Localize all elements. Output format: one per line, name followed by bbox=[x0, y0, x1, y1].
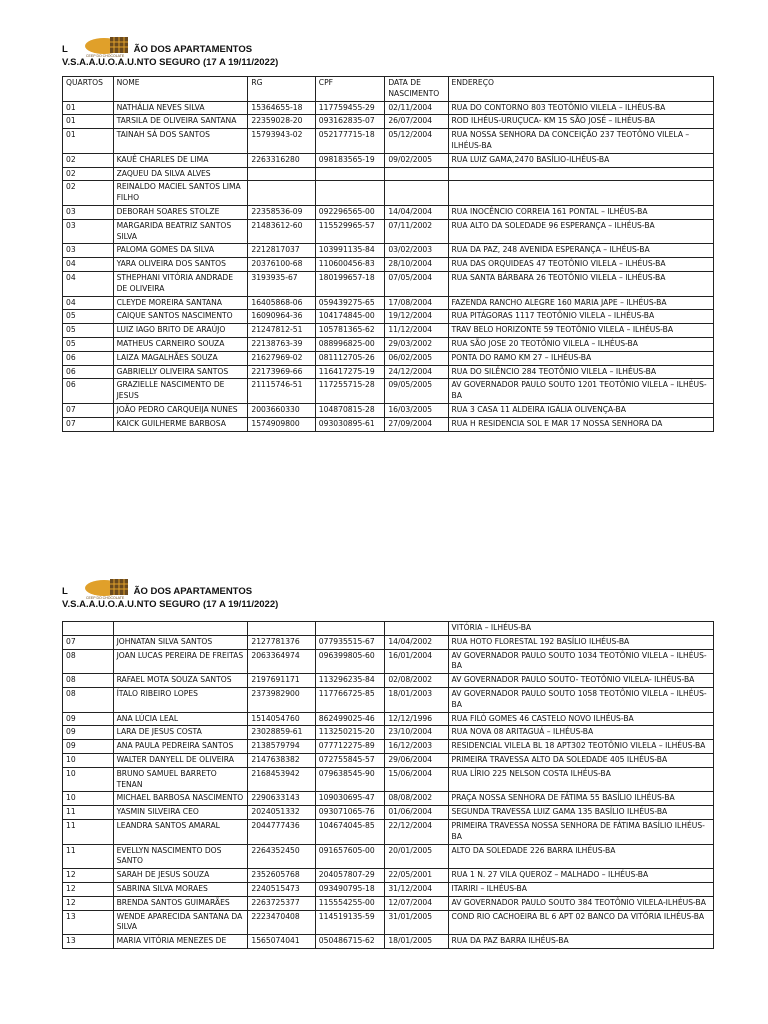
table-row bbox=[63, 882, 714, 896]
cpf-cell: 113296235-84 bbox=[315, 674, 385, 688]
rg-cell: 2223470408 bbox=[248, 910, 315, 935]
table-row bbox=[63, 324, 714, 338]
cpf-cell: 104674045-85 bbox=[315, 819, 385, 844]
birthdate-cell: 09/05/2005 bbox=[385, 379, 448, 404]
room-cell: 11 bbox=[63, 844, 114, 869]
birthdate-cell: 29/06/2004 bbox=[385, 753, 448, 767]
address-cell: AV GOVERNADOR PAULO SOUTO- TEOTÔNIO VILELA- ILHÉUS-BA bbox=[448, 674, 713, 688]
name-cell bbox=[113, 622, 248, 636]
name-cell: TAINAH SÁ DOS SANTOS bbox=[113, 129, 248, 154]
room-cell: 13 bbox=[63, 935, 114, 949]
room-cell: 02 bbox=[63, 181, 114, 206]
room-cell: 04 bbox=[63, 271, 114, 296]
birthdate-cell: 02/11/2004 bbox=[385, 101, 448, 115]
table-row bbox=[63, 935, 714, 949]
column-header: ENDEREÇO bbox=[448, 77, 713, 102]
table-row bbox=[63, 726, 714, 740]
student-table-page-1 bbox=[62, 76, 714, 432]
name-cell: MATHEUS CARNEIRO SOUZA bbox=[113, 337, 248, 351]
table-row bbox=[63, 635, 714, 649]
room-cell: 07 bbox=[63, 417, 114, 431]
cpf-cell: 096399805-60 bbox=[315, 649, 385, 674]
rg-cell: 16405868-06 bbox=[248, 296, 315, 310]
birthdate-cell: 15/06/2004 bbox=[385, 767, 448, 792]
address-cell bbox=[448, 181, 713, 206]
birthdate-cell: 16/03/2005 bbox=[385, 403, 448, 417]
name-cell: JOAN LUCAS PEREIRA DE FREITAS bbox=[113, 649, 248, 674]
address-cell: RUA H RESIDENCIA SOL E MAR 17 NOSSA SENHORA DA bbox=[448, 417, 713, 431]
cpf-cell: 104174845-00 bbox=[315, 310, 385, 324]
birthdate-cell: 20/01/2005 bbox=[385, 844, 448, 869]
table-row bbox=[63, 712, 714, 726]
room-cell: 05 bbox=[63, 324, 114, 338]
birthdate-cell: 28/10/2004 bbox=[385, 258, 448, 272]
cpf-cell: 059439275-65 bbox=[315, 296, 385, 310]
school-logo-icon bbox=[84, 578, 142, 600]
room-cell: 11 bbox=[63, 806, 114, 820]
room-cell: 10 bbox=[63, 753, 114, 767]
rg-cell: 2212817037 bbox=[248, 244, 315, 258]
room-cell bbox=[63, 622, 114, 636]
name-cell: EVELLYN NASCIMENTO DOS SANTO bbox=[113, 844, 248, 869]
rg-cell: 2352605768 bbox=[248, 869, 315, 883]
cpf-cell: 117255715-28 bbox=[315, 379, 385, 404]
rg-cell: 2044777436 bbox=[248, 819, 315, 844]
rg-cell: 2197691171 bbox=[248, 674, 315, 688]
birthdate-cell: 09/02/2005 bbox=[385, 153, 448, 167]
birthdate-cell: 06/02/2005 bbox=[385, 351, 448, 365]
name-cell: LARA DE JESUS COSTA bbox=[113, 726, 248, 740]
name-cell: YASMIN SILVEIRA CEO bbox=[113, 806, 248, 820]
name-cell: WALTER DANYELL DE OLIVEIRA bbox=[113, 753, 248, 767]
room-cell: 01 bbox=[63, 101, 114, 115]
room-cell: 09 bbox=[63, 712, 114, 726]
rg-cell: 2263316280 bbox=[248, 153, 315, 167]
birthdate-cell: 14/04/2002 bbox=[385, 635, 448, 649]
rg-cell: 23028859-61 bbox=[248, 726, 315, 740]
address-cell: RUA DO CONTORNO 803 TEOTÔNIO VILELA – ILHÉUS-BA bbox=[448, 101, 713, 115]
name-cell: ANA PAULA PEDREIRA SANTOS bbox=[113, 740, 248, 754]
rg-cell: 16090964-36 bbox=[248, 310, 315, 324]
room-cell: 13 bbox=[63, 910, 114, 935]
rg-cell: 1514054760 bbox=[248, 712, 315, 726]
birthdate-cell: 22/05/2001 bbox=[385, 869, 448, 883]
room-cell: 04 bbox=[63, 296, 114, 310]
name-cell: GABRIELLY OLIVEIRA SANTOS bbox=[113, 365, 248, 379]
name-cell: YARA OLIVEIRA DOS SANTOS bbox=[113, 258, 248, 272]
room-cell: 05 bbox=[63, 310, 114, 324]
table-row bbox=[63, 115, 714, 129]
table-row bbox=[63, 153, 714, 167]
address-cell: AV GOVERNADOR PAULO SOUTO 1058 TEOTÔNIO VILELA – ILHÉUS-BA bbox=[448, 687, 713, 712]
name-cell: KAUÊ CHARLES DE LIMA bbox=[113, 153, 248, 167]
cpf-cell: 081112705-26 bbox=[315, 351, 385, 365]
header-line-2: V.S.A.A.U.O.A.U.NTO SEGURO (17 A 19/11/2022) bbox=[62, 57, 279, 68]
rg-cell: 2168453942 bbox=[248, 767, 315, 792]
birthdate-cell: 12/12/1996 bbox=[385, 712, 448, 726]
rg-cell bbox=[248, 622, 315, 636]
birthdate-cell: 27/09/2004 bbox=[385, 417, 448, 431]
name-cell: TARSILA DE OLIVEIRA SANTANA bbox=[113, 115, 248, 129]
cpf-cell: 204057807-29 bbox=[315, 869, 385, 883]
cpf-cell: 862499025-46 bbox=[315, 712, 385, 726]
address-cell: RUA INOCÊNCIO CORREIA 161 PONTAL – ILHÉUS-BA bbox=[448, 205, 713, 219]
name-cell: MICHAEL BARBOSA NASCIMENTO bbox=[113, 792, 248, 806]
cpf-cell: 050486715-62 bbox=[315, 935, 385, 949]
rg-cell: 21247812-51 bbox=[248, 324, 315, 338]
table-row bbox=[63, 740, 714, 754]
rg-cell: 22173969-66 bbox=[248, 365, 315, 379]
address-cell: FAZENDA RANCHO ALEGRE 160 MARIA JAPE – ILHÉUS-BA bbox=[448, 296, 713, 310]
table-row bbox=[63, 365, 714, 379]
room-cell: 01 bbox=[63, 115, 114, 129]
table-row bbox=[63, 844, 714, 869]
birthdate-cell: 16/01/2004 bbox=[385, 649, 448, 674]
cpf-cell: 052177715-18 bbox=[315, 129, 385, 154]
address-cell: VITÓRIA – ILHÉUS-BA bbox=[448, 622, 713, 636]
cpf-cell: 117766725-85 bbox=[315, 687, 385, 712]
name-cell: PALOMA GOMES DA SILVA bbox=[113, 244, 248, 258]
birthdate-cell: 31/01/2005 bbox=[385, 910, 448, 935]
rg-cell bbox=[248, 181, 315, 206]
room-cell: 09 bbox=[63, 740, 114, 754]
address-cell: COND RIO CACHOEIRA BL 6 APT 02 BANCO DA VITÓRIA ILHÉUS-BA bbox=[448, 910, 713, 935]
table-row bbox=[63, 205, 714, 219]
table-row bbox=[63, 129, 714, 154]
cpf-cell: 093162835-07 bbox=[315, 115, 385, 129]
birthdate-cell: 05/12/2004 bbox=[385, 129, 448, 154]
name-cell: LAIZA MAGALHÃES SOUZA bbox=[113, 351, 248, 365]
address-cell: RUA ALTO DA SOLEDADE 96 ESPERANÇA – ILHÉUS-BA bbox=[448, 219, 713, 244]
table-row bbox=[63, 219, 714, 244]
cpf-cell bbox=[315, 181, 385, 206]
room-cell: 03 bbox=[63, 205, 114, 219]
rg-cell: 15793943-02 bbox=[248, 129, 315, 154]
cpf-cell: 104870815-28 bbox=[315, 403, 385, 417]
table-row bbox=[63, 792, 714, 806]
address-cell: AV GOVERNADOR PAULO SOUTO 1201 TEOTÔNIO VILELA – ILHÉUS-BA bbox=[448, 379, 713, 404]
rg-cell: 2138579794 bbox=[248, 740, 315, 754]
name-cell: WENDE APARECIDA SANTANA DA SILVA bbox=[113, 910, 248, 935]
room-cell: 06 bbox=[63, 379, 114, 404]
room-cell: 07 bbox=[63, 403, 114, 417]
address-cell: TRAV BELO HORIZONTE 59 TEOTÔNIO VILELA – ILHÉUS-BA bbox=[448, 324, 713, 338]
rg-cell: 2127781376 bbox=[248, 635, 315, 649]
rg-cell: 20376100-68 bbox=[248, 258, 315, 272]
table-row bbox=[63, 244, 714, 258]
birthdate-cell: 07/11/2002 bbox=[385, 219, 448, 244]
table-row bbox=[63, 101, 714, 115]
birthdate-cell: 26/07/2004 bbox=[385, 115, 448, 129]
table-row bbox=[63, 258, 714, 272]
rg-cell: 22358536-09 bbox=[248, 205, 315, 219]
cpf-cell: 077712275-89 bbox=[315, 740, 385, 754]
rg-cell: 2373982900 bbox=[248, 687, 315, 712]
table-row bbox=[63, 819, 714, 844]
name-cell: LUIZ IAGO BRITO DE ARAÚJO bbox=[113, 324, 248, 338]
address-cell: RUA FILÓ GOMES 46 CASTELO NOVO ILHÉUS-BA bbox=[448, 712, 713, 726]
address-cell: PRIMEIRA TRAVESSA NOSSA SENHORA DE FÁTIMA BASÍLIO ILHÉUS-BA bbox=[448, 819, 713, 844]
birthdate-cell: 29/03/2002 bbox=[385, 337, 448, 351]
address-cell bbox=[448, 167, 713, 181]
rg-cell: 2024051332 bbox=[248, 806, 315, 820]
table-row bbox=[63, 622, 714, 636]
name-cell: BRUNO SAMUEL BARRETO TENAN bbox=[113, 767, 248, 792]
room-cell: 10 bbox=[63, 792, 114, 806]
cpf-cell: 077935515-67 bbox=[315, 635, 385, 649]
rg-cell: 2240515473 bbox=[248, 882, 315, 896]
address-cell: PRIMEIRA TRAVESSA ALTO DA SOLEDADE 405 ILHÉUS-BA bbox=[448, 753, 713, 767]
address-cell: RUA LÍRIO 225 NELSON COSTA ILHÉUS-BA bbox=[448, 767, 713, 792]
page-header bbox=[62, 578, 462, 612]
address-cell: PONTA DO RAMO KM 27 – ILHÉUS-BA bbox=[448, 351, 713, 365]
table-row bbox=[63, 806, 714, 820]
rg-cell: 15364655-18 bbox=[248, 101, 315, 115]
rg-cell: 21115746-51 bbox=[248, 379, 315, 404]
logo-text: CEEP DO CHOCOLATE bbox=[86, 54, 125, 58]
cpf-cell bbox=[315, 167, 385, 181]
table-row bbox=[63, 181, 714, 206]
name-cell: JOÃO PEDRO CARQUEIJA NUNES bbox=[113, 403, 248, 417]
birthdate-cell: 11/12/2004 bbox=[385, 324, 448, 338]
address-cell: RUA SANTA BÁRBARA 26 TEOTÔNIO VILELA – ILHÉUS-BA bbox=[448, 271, 713, 296]
address-cell: RUA LUIZ GAMA,2470 BASÍLIO-ILHÉUS-BA bbox=[448, 153, 713, 167]
birthdate-cell: 31/12/2004 bbox=[385, 882, 448, 896]
table-row bbox=[63, 310, 714, 324]
name-cell: CAIQUE SANTOS NASCIMENTO bbox=[113, 310, 248, 324]
cpf-cell: 113250215-20 bbox=[315, 726, 385, 740]
name-cell: ZAQUEU DA SILVA ALVES bbox=[113, 167, 248, 181]
rg-cell: 2063364974 bbox=[248, 649, 315, 674]
birthdate-cell bbox=[385, 622, 448, 636]
cpf-cell: 115554255-00 bbox=[315, 896, 385, 910]
name-cell: CLEYDE MOREIRA SANTANA bbox=[113, 296, 248, 310]
cpf-cell: 114519135-59 bbox=[315, 910, 385, 935]
room-cell: 04 bbox=[63, 258, 114, 272]
cpf-cell: 117759455-29 bbox=[315, 101, 385, 115]
room-cell: 05 bbox=[63, 337, 114, 351]
birthdate-cell: 07/05/2004 bbox=[385, 271, 448, 296]
table-row bbox=[63, 649, 714, 674]
cpf-cell: 091657605-00 bbox=[315, 844, 385, 869]
column-header: RG bbox=[248, 77, 315, 102]
column-header: NOME bbox=[113, 77, 248, 102]
cpf-cell: 093030895-61 bbox=[315, 417, 385, 431]
name-cell: ÍTALO RIBEIRO LOPES bbox=[113, 687, 248, 712]
cpf-cell: 088996825-00 bbox=[315, 337, 385, 351]
cpf-cell: 115529965-57 bbox=[315, 219, 385, 244]
room-cell: 12 bbox=[63, 869, 114, 883]
student-table-page-2 bbox=[62, 621, 714, 949]
table-row bbox=[63, 687, 714, 712]
table-row bbox=[63, 167, 714, 181]
rg-cell: 3193935-67 bbox=[248, 271, 315, 296]
header-line-1: L ÃO DOS APARTAMENTOS bbox=[62, 44, 253, 55]
name-cell: KAICK GUILHERME BARBOSA bbox=[113, 417, 248, 431]
table-row bbox=[63, 753, 714, 767]
rg-cell: 21627969-02 bbox=[248, 351, 315, 365]
header-line-2: V.S.A.A.U.O.A.U.NTO SEGURO (17 A 19/11/2022) bbox=[62, 599, 279, 610]
name-cell: NATHÁLIA NEVES SILVA bbox=[113, 101, 248, 115]
address-cell: RUA DAS ORQUIDEAS 47 TEOTÔNIO VILELA – ILHÉUS-BA bbox=[448, 258, 713, 272]
cpf-cell: 103991135-84 bbox=[315, 244, 385, 258]
page-header bbox=[62, 36, 462, 70]
table-row bbox=[63, 403, 714, 417]
cpf-cell: 079638545-90 bbox=[315, 767, 385, 792]
table-row bbox=[63, 869, 714, 883]
room-cell: 12 bbox=[63, 896, 114, 910]
rg-cell: 2003660330 bbox=[248, 403, 315, 417]
cpf-cell: 093071065-76 bbox=[315, 806, 385, 820]
address-cell: RUA DA PAZ, 248 AVENIDA ESPERANÇA – ILHÉUS-BA bbox=[448, 244, 713, 258]
cpf-cell: 092296565-00 bbox=[315, 205, 385, 219]
birthdate-cell: 23/10/2004 bbox=[385, 726, 448, 740]
rg-cell: 22359028-20 bbox=[248, 115, 315, 129]
address-cell: RUA DO SILÊNCIO 284 TEOTÔNIO VILELA – ILHÉUS-BA bbox=[448, 365, 713, 379]
room-cell: 12 bbox=[63, 882, 114, 896]
rg-cell: 2264352450 bbox=[248, 844, 315, 869]
table-row bbox=[63, 767, 714, 792]
name-cell: MARIA VITÓRIA MENEZES DE bbox=[113, 935, 248, 949]
column-header: QUARTOS bbox=[63, 77, 114, 102]
rg-cell: 22138763-39 bbox=[248, 337, 315, 351]
address-cell: RUA NOSSA SENHORA DA CONCEIÇÃO 237 TEOTÔNO VILELA – ILHÉUS-BA bbox=[448, 129, 713, 154]
room-cell: 02 bbox=[63, 167, 114, 181]
name-cell: SABRINA SILVA MORAES bbox=[113, 882, 248, 896]
name-cell: ANA LÚCIA LEAL bbox=[113, 712, 248, 726]
school-logo-icon bbox=[84, 36, 142, 58]
cpf-cell: 093490795-18 bbox=[315, 882, 385, 896]
table-row bbox=[63, 910, 714, 935]
room-cell: 07 bbox=[63, 635, 114, 649]
birthdate-cell: 17/08/2004 bbox=[385, 296, 448, 310]
column-header: CPF bbox=[315, 77, 385, 102]
address-cell: RUA HOTO FLORESTAL 192 BASÍLIO ILHÉUS-BA bbox=[448, 635, 713, 649]
cpf-cell: 116417275-19 bbox=[315, 365, 385, 379]
cpf-cell bbox=[315, 622, 385, 636]
address-cell: RUA PITÁGORAS 1117 TEOTÔNIO VILELA – ILHÉUS-BA bbox=[448, 310, 713, 324]
birthdate-cell bbox=[385, 181, 448, 206]
address-cell: ITARIRI – ILHÉUS-BA bbox=[448, 882, 713, 896]
address-cell: RUA 1 N. 27 VILA QUEROZ – MALHADO – ILHÉUS-BA bbox=[448, 869, 713, 883]
table-header-row bbox=[63, 77, 714, 102]
rg-cell: 2147638382 bbox=[248, 753, 315, 767]
name-cell: RAFAEL MOTA SOUZA SANTOS bbox=[113, 674, 248, 688]
birthdate-cell: 12/07/2004 bbox=[385, 896, 448, 910]
header-line-1: L ÃO DOS APARTAMENTOS bbox=[62, 586, 253, 597]
room-cell: 08 bbox=[63, 687, 114, 712]
address-cell: RUA NOVA 08 ARITAGUÁ – ILHÉUS-BA bbox=[448, 726, 713, 740]
address-cell: RUA 3 CASA 11 ALDEIRA IGÁLIA OLIVENÇA-BA bbox=[448, 403, 713, 417]
room-cell: 03 bbox=[63, 219, 114, 244]
name-cell: GRAZIELLE NASCIMENTO DE JESUS bbox=[113, 379, 248, 404]
room-cell: 06 bbox=[63, 351, 114, 365]
cpf-cell: 072755845-57 bbox=[315, 753, 385, 767]
table-row bbox=[63, 271, 714, 296]
address-cell: ALTO DA SOLEDADE 226 BARRA ILHÉUS-BA bbox=[448, 844, 713, 869]
birthdate-cell: 22/12/2004 bbox=[385, 819, 448, 844]
name-cell: MARGARIDA BEATRIZ SANTOS SILVA bbox=[113, 219, 248, 244]
birthdate-cell bbox=[385, 167, 448, 181]
table-row bbox=[63, 379, 714, 404]
rg-cell: 1574909800 bbox=[248, 417, 315, 431]
room-cell: 11 bbox=[63, 819, 114, 844]
cpf-cell: 109030695-47 bbox=[315, 792, 385, 806]
birthdate-cell: 18/01/2005 bbox=[385, 935, 448, 949]
birthdate-cell: 18/01/2003 bbox=[385, 687, 448, 712]
table-row bbox=[63, 296, 714, 310]
cpf-cell: 098183565-19 bbox=[315, 153, 385, 167]
name-cell: LEANDRA SANTOS AMARAL bbox=[113, 819, 248, 844]
address-cell: RUA SÃO JOSE 20 TEOTÔNIO VILELA – ILHÉUS-BA bbox=[448, 337, 713, 351]
cpf-cell: 180199657-18 bbox=[315, 271, 385, 296]
room-cell: 06 bbox=[63, 365, 114, 379]
table-row bbox=[63, 896, 714, 910]
table-row bbox=[63, 417, 714, 431]
room-cell: 03 bbox=[63, 244, 114, 258]
address-cell: SEGUNDA TRAVESSA LUIZ GAMA 135 BASÍLIO ILHÉUS-BA bbox=[448, 806, 713, 820]
name-cell: STHEPHANI VITÓRIA ANDRADE DE OLIVEIRA bbox=[113, 271, 248, 296]
cpf-cell: 110600456-83 bbox=[315, 258, 385, 272]
birthdate-cell: 02/08/2002 bbox=[385, 674, 448, 688]
rg-cell: 1565074041 bbox=[248, 935, 315, 949]
birthdate-cell: 01/06/2004 bbox=[385, 806, 448, 820]
name-cell: REINALDO MACIEL SANTOS LIMA FILHO bbox=[113, 181, 248, 206]
logo-text: CEEP DO CHOCOLATE bbox=[86, 596, 125, 600]
address-cell: RESIDENCIAL VILELA BL 18 APT302 TEOTÔNIO VILELA – ILHÉUS-BA bbox=[448, 740, 713, 754]
table-row bbox=[63, 337, 714, 351]
address-cell: AV GOVERNADOR PAULO SOUTO 1034 TEOTÔNIO VILELA – ILHÉUS-BA bbox=[448, 649, 713, 674]
column-header: DATA DE NASCIMENTO bbox=[385, 77, 448, 102]
rg-cell: 2290633143 bbox=[248, 792, 315, 806]
rg-cell: 21483612-60 bbox=[248, 219, 315, 244]
table-row bbox=[63, 351, 714, 365]
address-cell: AV GOVERNADOR PAULO SOUTO 384 TEOTÔNIO VILELA-ILHÉUS-BA bbox=[448, 896, 713, 910]
room-cell: 10 bbox=[63, 767, 114, 792]
birthdate-cell: 14/04/2004 bbox=[385, 205, 448, 219]
address-cell: ROD ILHÉUS-URUÇUCA- KM 15 SÃO JOSÉ – ILHÉUS-BA bbox=[448, 115, 713, 129]
birthdate-cell: 16/12/2003 bbox=[385, 740, 448, 754]
rg-cell bbox=[248, 167, 315, 181]
room-cell: 01 bbox=[63, 129, 114, 154]
name-cell: DEBORAH SOARES STOLZE bbox=[113, 205, 248, 219]
room-cell: 08 bbox=[63, 649, 114, 674]
rg-cell: 2263725377 bbox=[248, 896, 315, 910]
cpf-cell: 105781365-62 bbox=[315, 324, 385, 338]
birthdate-cell: 19/12/2004 bbox=[385, 310, 448, 324]
address-cell: RUA DA PAZ BARRA ILHÉUS-BA bbox=[448, 935, 713, 949]
room-cell: 09 bbox=[63, 726, 114, 740]
room-cell: 02 bbox=[63, 153, 114, 167]
table-row bbox=[63, 674, 714, 688]
name-cell: SARAH DE JESUS SOUZA bbox=[113, 869, 248, 883]
name-cell: BRENDA SANTOS GUIMARÃES bbox=[113, 896, 248, 910]
room-cell: 08 bbox=[63, 674, 114, 688]
address-cell: PRAÇA NOSSA SENHORA DE FÁTIMA 55 BASÍLIO ILHÉUS-BA bbox=[448, 792, 713, 806]
name-cell: JOHNATAN SILVA SANTOS bbox=[113, 635, 248, 649]
birthdate-cell: 03/02/2003 bbox=[385, 244, 448, 258]
birthdate-cell: 08/08/2002 bbox=[385, 792, 448, 806]
birthdate-cell: 24/12/2004 bbox=[385, 365, 448, 379]
